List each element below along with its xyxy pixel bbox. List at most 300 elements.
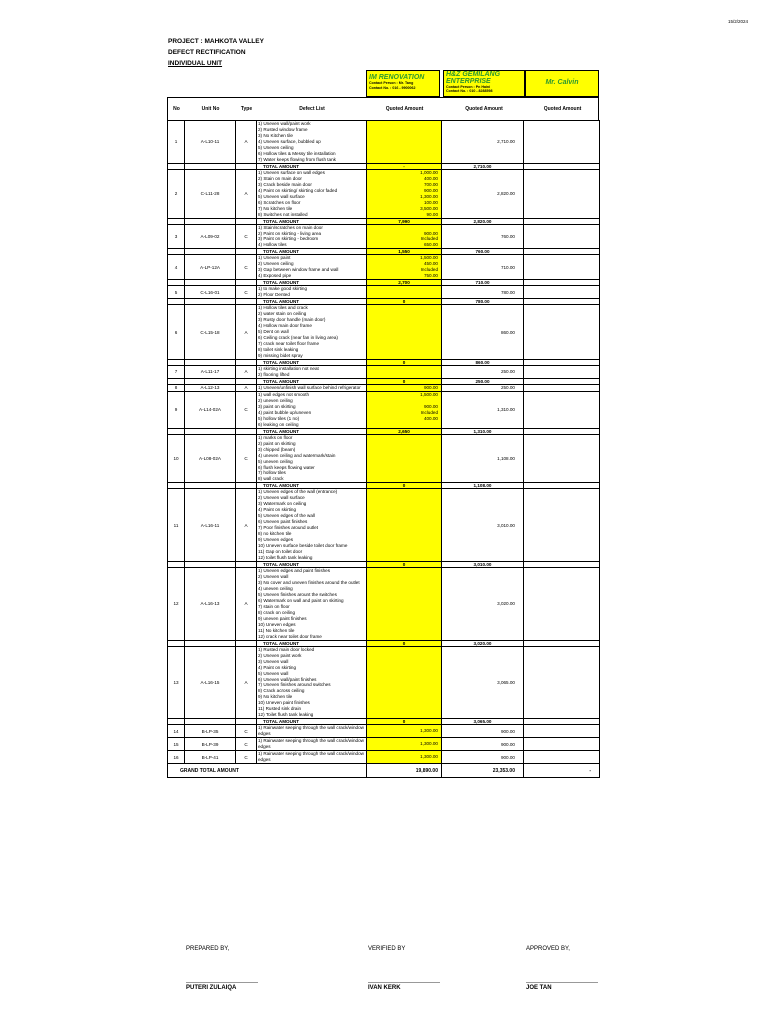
defect-item: 1) Rusted main door locked: [258, 646, 315, 652]
quote-mr-calvin: [524, 434, 600, 483]
unit-no: A-L16-11: [185, 489, 236, 562]
defect-item: 1) Rainwater seeping through the wall crack/window edges: [258, 738, 364, 750]
quote-line: [367, 422, 438, 428]
row-number: 2: [168, 169, 185, 218]
quote-line: 100.00: [423, 199, 438, 205]
row-number: 3: [168, 224, 185, 249]
total-hz-gemilang: 1,310.00: [442, 428, 524, 434]
quote-line: 1,300.00: [420, 754, 438, 760]
quote-line: 400.00: [423, 415, 438, 421]
defect-item: 1) to make good skirting: [258, 286, 308, 292]
total-label: TOTAL AMOUNT: [257, 280, 367, 286]
defect-item: 2) Uneven wall surface: [258, 495, 305, 501]
total-hz-gemilang: 780.00: [442, 299, 524, 305]
defect-item: 2) uneven ceiling: [258, 397, 293, 403]
quote-im-renovation: [367, 646, 442, 719]
table-row: [168, 646, 600, 719]
unit-no: C-L11-28: [185, 169, 236, 218]
quote-mr-calvin: [524, 365, 600, 378]
row-number: 7: [168, 365, 185, 378]
project-title: PROJECT : MAHKOTA VALLEY: [168, 38, 264, 45]
quote-line: 3,500.00: [420, 205, 438, 211]
quote-hz-gemilang: 3,010.00: [442, 489, 524, 562]
quote-mr-calvin: [524, 384, 600, 391]
quote-line: 650.00: [423, 242, 438, 248]
defect-item: 7) Uneven finishes around switches: [258, 682, 331, 688]
total-im-renovation: 0: [367, 299, 442, 305]
defect-item: 4) Uneven surface, bubbled up: [258, 138, 321, 144]
quote-im-renovation: [367, 255, 442, 280]
total-label: TOTAL AMOUNT: [257, 299, 367, 305]
grand-total-mr-calvin: -: [524, 764, 600, 778]
defect-item: 6) Ceiling crack (near fan in living area): [258, 335, 338, 341]
quote-im-renovation: [367, 365, 442, 378]
defect-item: 3) Paint on skirting - bedroom: [258, 236, 319, 242]
total-im-renovation: 2,700: [367, 280, 442, 286]
defect-list: [257, 489, 367, 562]
defect-item: 3) No cover and uneven finishes around the outlet: [258, 579, 360, 585]
defect-item: 5) Uneven finishes arount the switches: [258, 591, 337, 597]
quote-hz-gemilang: 900.00: [442, 738, 524, 751]
defect-item: 8) wall crack: [258, 476, 284, 482]
total-im-renovation: 0: [367, 562, 442, 568]
defect-list: [257, 738, 367, 751]
defect-list: [257, 365, 367, 378]
defect-item: 1) wall edges not smooth: [258, 391, 310, 397]
defect-item: 12) crack near toilet door frame: [258, 633, 322, 639]
quote-line: 1,300.00: [420, 741, 438, 747]
quote-mr-calvin: [524, 169, 600, 218]
row-number: 13: [168, 646, 185, 719]
defect-item: 8) Switches not installed: [258, 211, 308, 217]
table-row: [168, 725, 600, 738]
table-row: [168, 391, 600, 428]
defect-item: 3) chipped (beam): [258, 446, 296, 452]
defect-item: 6) Uneven paint finishes: [258, 519, 308, 525]
row-number: 16: [168, 751, 185, 764]
quote-im-renovation: [367, 568, 442, 641]
table-row: [168, 224, 600, 249]
unit-no: A-LP-12A: [185, 255, 236, 280]
defect-item: 1) Hollow tiles and crack: [258, 305, 308, 311]
unit-no: A-L16-13: [185, 568, 236, 641]
table-row: [168, 169, 600, 218]
table-row: [168, 384, 600, 391]
quote-mr-calvin: [524, 725, 600, 738]
defect-item: 6) flush keeps flowing water: [258, 464, 315, 470]
defect-item: 1) Uneven edges and paint finishes: [258, 568, 331, 574]
header-quoted-amount-2: Quoted Amount: [465, 106, 503, 112]
header-type: Type: [240, 106, 253, 112]
quote-line: 900.00: [423, 403, 438, 409]
defect-item: 3) paint on skirting: [258, 403, 296, 409]
defect-item: 1) Uneven edges of the wall (entrance): [258, 489, 338, 495]
quote-im-renovation: [367, 305, 442, 360]
total-hz-gemilang: 860.00: [442, 359, 524, 365]
table-row: [168, 434, 600, 483]
quote-im-renovation: [367, 434, 442, 483]
defect-item: 1) Uneven/unfinish wall surface behind refrigerator: [258, 384, 361, 390]
row-number: 5: [168, 286, 185, 299]
defect-item: 4) Hollow main door frame: [258, 323, 312, 329]
signature-line: [186, 982, 258, 983]
unit-type: C: [236, 751, 257, 764]
document-date: 15/2/2024: [727, 19, 748, 24]
defect-item: 9) Uneven edges: [258, 537, 293, 543]
defect-item: 6) leaking on ceiling: [258, 421, 299, 427]
unit-no: B-LP-35: [185, 725, 236, 738]
defect-list: [257, 255, 367, 280]
defect-item: 5) Dent on wall: [258, 329, 289, 335]
vendor-contact-no: Contact No. : 010 - 8288598: [446, 89, 493, 93]
quote-line: 900.00: [423, 230, 438, 236]
header-quoted-amount-3: Quoted Amount: [543, 106, 582, 112]
defect-item: 8) Crack across ceiling: [258, 688, 305, 694]
quote-im-renovation: [367, 286, 442, 299]
defect-item: 5) Uneven edges of the wall: [258, 513, 315, 519]
defect-item: 2) Floor Dented: [258, 292, 290, 298]
defect-item: 8) toilet sink leaking: [258, 347, 299, 352]
unit-no: A-L09-02: [185, 224, 236, 249]
total-label: TOTAL AMOUNT: [257, 640, 367, 646]
defect-item: 1) Uneven surface on wall edges: [258, 169, 325, 175]
quote-line: Included: [420, 236, 438, 242]
defect-item: 6) Hollow tiles & Messy tile installation: [258, 150, 336, 156]
table-header: [167, 97, 599, 121]
defect-item: 7) hollow tiles: [258, 470, 286, 476]
defect-item: 5) hollow tiles (1 no): [258, 415, 300, 421]
row-number: 6: [168, 305, 185, 360]
defect-item: 6) Scratches on floor: [258, 199, 301, 205]
quote-hz-gemilang: 1,310.00: [442, 391, 524, 428]
total-hz-gemilang: 1,108.00: [442, 483, 524, 489]
unit-type: A: [236, 384, 257, 391]
defect-list: [257, 391, 367, 428]
defect-item: 9) No kitchen tile: [258, 694, 293, 700]
quote-mr-calvin: [524, 489, 600, 562]
total-label: TOTAL AMOUNT: [257, 562, 367, 568]
row-number: 9: [168, 391, 185, 428]
quote-hz-gemilang: 900.00: [442, 751, 524, 764]
prepared-by-label: PREPARED BY,: [186, 946, 230, 952]
defect-item: 1) Stain/scratches on main door: [258, 224, 323, 230]
quote-im-renovation: [367, 384, 442, 391]
defect-item: 5) Uneven wall: [258, 670, 289, 676]
unit-no: A-L12-13: [185, 384, 236, 391]
total-label: TOTAL AMOUNT: [257, 428, 367, 434]
defect-item: 1) skirting installation not neat: [258, 365, 319, 371]
quote-line: 1,500.00: [420, 255, 438, 261]
grand-total-label: GRAND TOTAL AMOUNT: [168, 764, 367, 778]
table-row: [168, 751, 600, 764]
defect-item: 7) Poor finishes around outlet: [258, 525, 319, 531]
total-label: TOTAL AMOUNT: [257, 359, 367, 365]
quote-line: Included: [420, 409, 438, 415]
table-row: [168, 286, 600, 299]
quote-line: 90.00: [426, 211, 438, 217]
unit-no: C-L16-01: [185, 286, 236, 299]
vendor-contact-no: Contact No. : 016 - 9900062: [369, 86, 416, 90]
defect-item: 2) water stain on ceiling: [258, 311, 307, 317]
quote-line: 1,300.00: [420, 728, 438, 734]
unit-type: A: [236, 305, 257, 360]
header-quoted-amount-1: Quoted Amount: [385, 106, 424, 112]
defect-item: 9) missing bidet spray: [258, 352, 303, 358]
defect-list: [257, 725, 367, 738]
vendor-name: H&Z GEMILANG ENTERPRISE: [446, 71, 501, 85]
quote-line: Included: [420, 267, 438, 273]
quote-line: 1,300.00: [420, 193, 438, 199]
quote-line: 900.00: [423, 187, 438, 193]
prepared-by-name: PUTERI ZULAIQA: [186, 985, 237, 991]
quote-line: 1,500.00: [420, 391, 438, 397]
defect-item: 5) Uneven ceiling: [258, 144, 294, 150]
signature-line: [368, 982, 440, 983]
section-title: INDIVIDUAL UNIT: [168, 60, 223, 67]
quote-mr-calvin: [524, 286, 600, 299]
quote-im-renovation: [367, 738, 442, 751]
quote-mr-calvin: [524, 121, 600, 164]
unit-type: C: [236, 224, 257, 249]
quote-mr-calvin: [524, 738, 600, 751]
row-number: 4: [168, 255, 185, 280]
unit-type: C: [236, 725, 257, 738]
defect-item: 10) Uneven surface beside toilet door frame: [258, 543, 348, 549]
total-im-renovation: 0: [367, 359, 442, 365]
unit-no: C-L15-18: [185, 305, 236, 360]
defect-item: 1) marks on floor: [258, 434, 293, 440]
total-label: TOTAL AMOUNT: [257, 719, 367, 725]
quote-im-renovation: [367, 725, 442, 738]
table-row: [168, 489, 600, 562]
total-hz-gemilang: 3,010.00: [442, 562, 524, 568]
row-number: 15: [168, 738, 185, 751]
defect-item: 4) uneven ceiling: [258, 585, 293, 591]
total-label: TOTAL AMOUNT: [257, 483, 367, 489]
quote-hz-gemilang: 2,710.00: [442, 121, 524, 164]
grand-total-im-renovation: 19,890.00: [367, 764, 442, 778]
quote-hz-gemilang: 250.00: [442, 365, 524, 378]
quote-im-renovation: [367, 169, 442, 218]
total-hz-gemilang: 2,710.00: [442, 163, 524, 169]
defect-item: 12) toilet flush tank leaking: [258, 555, 313, 561]
approved-by-label: APPROVED BY,: [526, 946, 570, 952]
header-defect-list: Defect List: [299, 106, 325, 112]
unit-type: C: [236, 738, 257, 751]
total-im-renovation: 2,650: [367, 428, 442, 434]
defect-item: 3) Watermark on ceiling: [258, 501, 307, 507]
unit-no: B-LP-39: [185, 738, 236, 751]
defect-item: 2) Uneven paint work: [258, 652, 302, 658]
defect-item: 4) Exposed pipe: [258, 273, 292, 279]
defect-item: 4) Paint on skirting/ skirting color faded: [258, 187, 338, 193]
total-label: TOTAL AMOUNT: [257, 249, 367, 255]
quote-hz-gemilang: 2,820.00: [442, 169, 524, 218]
defect-item: 1) Rainwater seeping through the wall crack/window edges: [258, 725, 364, 737]
defect-list: [257, 224, 367, 249]
defect-item: 5) Uneven wall surface: [258, 193, 305, 199]
defect-item: 8) no kitchen tile: [258, 531, 292, 537]
quote-line: 400.00: [423, 175, 438, 181]
total-im-renovation: 1,550: [367, 249, 442, 255]
quote-mr-calvin: [524, 305, 600, 360]
row-number: 11: [168, 489, 185, 562]
vendor-contact-person: Contact Person : Pn Haini: [446, 85, 491, 89]
defect-item: 4) Paint on skirting: [258, 507, 297, 513]
table-row: [168, 121, 600, 164]
total-im-renovation: -: [367, 163, 442, 169]
vendor-hz-gemilang: [443, 70, 525, 97]
defect-item: 7) crack near toilet floor frame: [258, 341, 320, 347]
total-hz-gemilang: 3,065.00: [442, 719, 524, 725]
signature-line: [526, 982, 598, 983]
verified-by-label: VERIFIED BY: [368, 946, 406, 952]
total-label: TOTAL AMOUNT: [257, 163, 367, 169]
row-number: 14: [168, 725, 185, 738]
defect-item: 12) Toilet flush tank leaking: [258, 712, 314, 718]
grand-total-hz-gemilang: 23,353.00: [442, 764, 524, 778]
defect-item: 2) flooring lifted: [258, 371, 290, 377]
unit-no: A-L16-15: [185, 646, 236, 719]
unit-type: A: [236, 365, 257, 378]
quote-hz-gemilang: 760.00: [442, 224, 524, 249]
document-subtitle: DEFECT RECTIFICATION: [168, 49, 246, 56]
unit-no: A-L08-02A: [185, 434, 236, 483]
total-hz-gemilang: 760.00: [442, 249, 524, 255]
grand-total-row: [168, 764, 600, 778]
defect-item: 7) Water keeps flowing from flush tank: [258, 156, 336, 162]
defect-item: 7) No kitchen tile: [258, 205, 293, 211]
defect-list: [257, 434, 367, 483]
total-im-renovation: 0: [367, 483, 442, 489]
quote-hz-gemilang: 900.00: [442, 725, 524, 738]
quote-im-renovation: [367, 224, 442, 249]
defect-table: [167, 120, 600, 778]
quote-hz-gemilang: 710.00: [442, 255, 524, 280]
defect-item: 7) stain on floor: [258, 603, 290, 609]
quote-mr-calvin: [524, 391, 600, 428]
defect-list: [257, 568, 367, 641]
quote-mr-calvin: [524, 646, 600, 719]
defect-item: 3) Rusty door handle (main door): [258, 317, 326, 323]
defect-item: 11) No kitchen tile: [258, 627, 295, 633]
quote-im-renovation: [367, 489, 442, 562]
unit-type: A: [236, 121, 257, 164]
defect-item: 3) Uneven wall: [258, 658, 289, 664]
quote-im-renovation: [367, 121, 442, 164]
approved-by-name: JOE TAN: [526, 985, 552, 991]
defect-item: 8) crack on ceiling: [258, 609, 296, 615]
vendor-name: IM RENOVATION: [369, 74, 425, 81]
quote-line: 700.00: [423, 181, 438, 187]
defect-item: 2) Stain on main door: [258, 175, 302, 181]
row-number: 8: [168, 384, 185, 391]
table-row: [168, 568, 600, 641]
defect-item: 6) Watermark on wall and paint on skirting: [258, 597, 344, 603]
defect-item: 4) Hollow tiles: [258, 242, 287, 248]
quote-line: 450.00: [423, 261, 438, 267]
quote-im-renovation: [367, 391, 442, 428]
quote-hz-gemilang: 3,065.00: [442, 646, 524, 719]
unit-no: A-L14-02A: [185, 391, 236, 428]
quote-mr-calvin: [524, 568, 600, 641]
total-hz-gemilang: 2,820.00: [442, 218, 524, 224]
row-number: 10: [168, 434, 185, 483]
unit-no: A-L11-17: [185, 365, 236, 378]
defect-item: 10) Uneven edges: [258, 621, 296, 627]
vendor-im-renovation: [366, 70, 440, 97]
unit-no: A-L10-11: [185, 121, 236, 164]
unit-type: A: [236, 489, 257, 562]
quote-mr-calvin: [524, 751, 600, 764]
quote-hz-gemilang: 1,108.00: [442, 434, 524, 483]
defect-list: [257, 305, 367, 360]
defect-item: 4) paint bubble up/uneven: [258, 409, 312, 415]
defect-table-body: [168, 121, 600, 778]
quote-line: 750.00: [423, 273, 438, 279]
defect-item: 2) Paint on skirting - living area: [258, 230, 322, 236]
quote-mr-calvin: [524, 224, 600, 249]
unit-type: C: [236, 391, 257, 428]
defect-item: 4) Paint on skirting: [258, 664, 297, 670]
quote-line: 1,000.00: [420, 169, 438, 175]
total-im-renovation: 0: [367, 719, 442, 725]
defect-item: 3) Gap between window frame and wall: [258, 267, 339, 273]
quote-im-renovation: [367, 751, 442, 764]
unit-type: A: [236, 568, 257, 641]
defect-list: [257, 169, 367, 218]
defect-list: [257, 286, 367, 299]
defect-item: 6) Uneven wall/paint finishes: [258, 676, 317, 682]
quote-mr-calvin: [524, 255, 600, 280]
unit-type: A: [236, 169, 257, 218]
total-im-renovation: 0: [367, 640, 442, 646]
defect-item: 11) Gap on toilet door: [258, 549, 303, 555]
defect-list: [257, 121, 367, 164]
verified-by-name: IVAN KERK: [368, 985, 401, 991]
table-row: [168, 255, 600, 280]
vendor-contact-person: Contact Person : Mr. Tang: [369, 81, 414, 85]
total-label: TOTAL AMOUNT: [257, 218, 367, 224]
total-hz-gemilang: 3,020.00: [442, 640, 524, 646]
defect-item: 2) paint on skirting: [258, 440, 296, 446]
unit-type: A: [236, 646, 257, 719]
defect-item: 1) Uneven wall/paint work: [258, 121, 311, 126]
total-label: TOTAL AMOUNT: [257, 378, 367, 384]
quote-hz-gemilang: 780.00: [442, 286, 524, 299]
defect-item: 2) Uneven wall: [258, 574, 289, 579]
quote-line: 900.00: [423, 384, 438, 390]
header-unit-no: Unit No: [201, 106, 220, 112]
defect-item: 1) Rainwater seeping through the wall crack/window edges: [258, 751, 364, 763]
quote-hz-gemilang: 3,020.00: [442, 568, 524, 641]
vendor-mr-calvin: [525, 70, 599, 97]
defect-item: 4) uneven ceiling and watermark/stain: [258, 452, 336, 458]
unit-type: C: [236, 286, 257, 299]
total-hz-gemilang: 250.00: [442, 378, 524, 384]
table-row: [168, 365, 600, 378]
defect-list: [257, 646, 367, 719]
defect-item: 2) Uneven ceiling: [258, 261, 294, 267]
header-no: No: [173, 106, 180, 112]
row-number: 1: [168, 121, 185, 164]
table-row: [168, 738, 600, 751]
defect-item: 1) Uneven paint: [258, 255, 291, 261]
defect-item: 9) uneven paint finishes: [258, 615, 307, 621]
quote-hz-gemilang: 860.00: [442, 305, 524, 360]
total-hz-gemilang: 710.00: [442, 280, 524, 286]
table-row: [168, 305, 600, 360]
